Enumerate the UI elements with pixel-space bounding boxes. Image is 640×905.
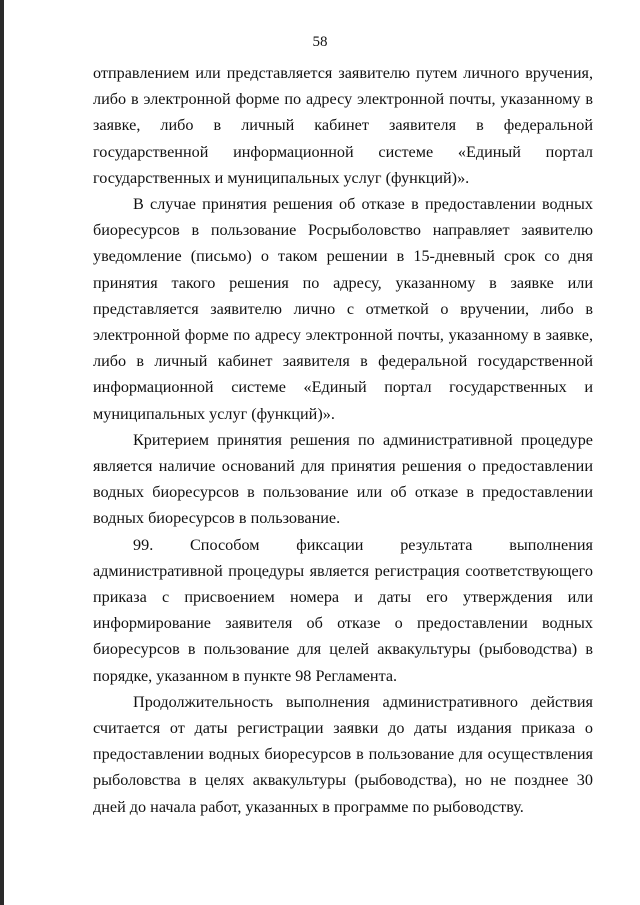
paragraph-decision-criterion: Критерием принятия решения по административной процедуре является наличие оснований для принятия решения о предоставлении водных биоресурсов в пользование или об отказе в предоставлении водных биоресурсов в пользование. [93,430,593,528]
page-edge-shadow [0,0,4,905]
document-body [93,60,593,820]
page-number: 58 [312,34,328,50]
paragraph-refusal-notice: В случае принятия решения об отказе в предоставлении водных биоресурсов в пользование Росрыболовство направляет заявителю уведомление (письмо) о таком решении в 15-дневный срок со дня принятия такого решения по адресу, указанному в заявке или представляется заявителю лично с отметкой о вручении, либо в электронной форме по адресу электронной почты, указанному в заявке, либо в личный кабинет заявителя в федеральной государственной информационной системе «Единый портал государственных и муниципальных услуг (функций)». [93,195,593,423]
paragraph-duration: Продолжительность выполнения административного действия считается от даты регистрации заявки до даты издания приказа о предоставлении водных биоресурсов в пользование для осуществления рыболовства в целях аквакультуры (рыбоводства), но не позднее 30 дней до начала работ, указанных в программе по рыбоводству. [93,692,593,816]
paragraph-item-99: 99. Способом фиксации результата выполнения административной процедуры является регистрация соответствующего приказа с присвоением номера и даты его утверждения или информирование заявителя об отказе о предоставлении водных биоресурсов в пользование для целей аквакультуры (рыбоводства) в порядке, указанном в пункте 98 Регламента. [93,535,593,685]
paragraph-delivery-methods: отправлением или представляется заявителю путем личного вручения, либо в электронной форме по адресу электронной почты, указанному в заявке, либо в личный кабинет заявителя в федеральной государственной информационной системе «Единый портал государственных и муниципальных услуг (функций)». [93,64,593,187]
